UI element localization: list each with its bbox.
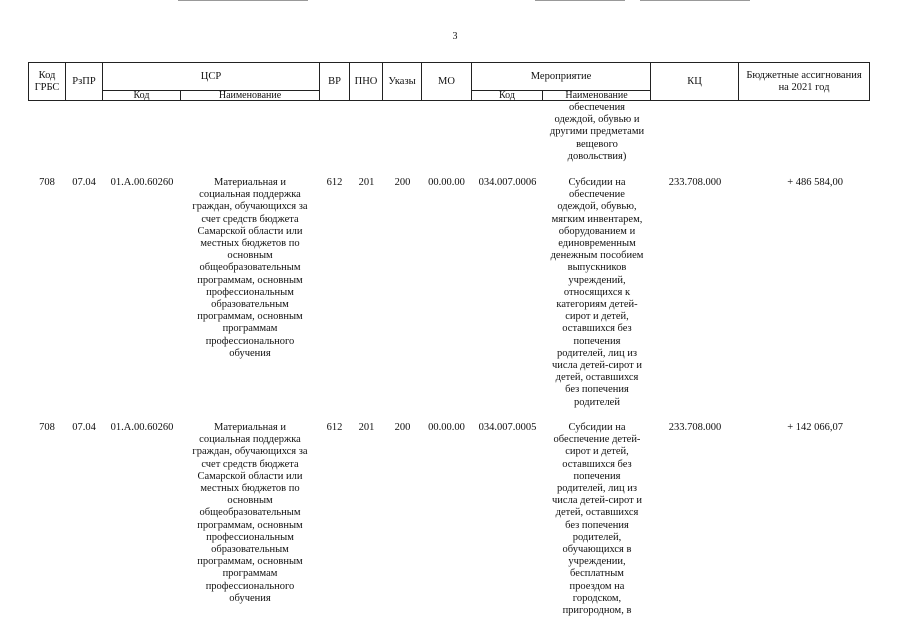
text-line: Материальная и bbox=[214, 422, 286, 433]
text-line: счет средств бюджета bbox=[201, 213, 299, 225]
text-line: пригородном, в bbox=[562, 605, 632, 616]
cell-rzpr: 07.04 bbox=[72, 177, 96, 188]
text-line: числа детей-сирот и bbox=[552, 495, 642, 507]
header-kc: КЦ bbox=[650, 62, 739, 101]
text-line: Самарской области или bbox=[197, 470, 303, 482]
text-line: программам bbox=[222, 323, 278, 335]
text-line: другими предметами bbox=[549, 126, 645, 138]
text-line: социальная поддержка bbox=[199, 434, 301, 446]
cell-vr: 612 bbox=[326, 422, 343, 433]
text-line: одеждой, обувью и bbox=[554, 114, 640, 126]
text-line: учреждении, bbox=[568, 556, 626, 568]
text-line: детей, оставшихся bbox=[555, 372, 639, 384]
text-line: Материальная и bbox=[214, 177, 286, 188]
cell-vr: 612 bbox=[326, 177, 343, 188]
text-line: относящихся к bbox=[563, 286, 631, 298]
header-csr-code: Код bbox=[102, 90, 181, 101]
text-line: программам bbox=[222, 568, 278, 580]
page-number: 3 bbox=[452, 31, 458, 42]
text-line: единовременным bbox=[558, 238, 636, 249]
header-csr: ЦСР bbox=[102, 62, 320, 91]
text-line: выпускников bbox=[567, 262, 627, 274]
text-line: обеспечение детей- bbox=[553, 434, 641, 446]
scan-mark bbox=[535, 0, 625, 1]
header-event-code: Код bbox=[471, 90, 543, 101]
header-event: Мероприятие bbox=[471, 62, 651, 91]
text-line: программам, основным bbox=[197, 519, 303, 531]
cell-kc: 233.708.000 bbox=[668, 177, 722, 188]
cell-grbs: 708 bbox=[39, 177, 55, 188]
text-line: учреждений, bbox=[568, 274, 626, 286]
cell-csr-name bbox=[180, 422, 320, 607]
text-line: довольствия) bbox=[567, 150, 627, 162]
text-line: общеобразовательным bbox=[199, 507, 301, 519]
cell-csr-code: 01.А.00.60260 bbox=[110, 177, 174, 188]
cell-ukazy: 200 bbox=[394, 177, 411, 188]
cell-mo: 00.00.00 bbox=[428, 422, 465, 433]
cell-event-code: 034.007.0006 bbox=[478, 177, 537, 188]
header-budget: Бюджетные ассигнования на 2021 год bbox=[738, 62, 870, 101]
text-line: оборудованием и bbox=[558, 225, 636, 237]
text-line: образовательным bbox=[211, 544, 289, 555]
text-line: без попечения bbox=[565, 384, 629, 396]
text-line: граждан, обучающихся за bbox=[192, 201, 308, 213]
text-line: родителей, лиц из bbox=[556, 347, 638, 359]
header-csr-name: Наименование bbox=[180, 90, 320, 101]
cell-pno: 201 bbox=[358, 422, 375, 433]
text-line: родителей bbox=[574, 396, 620, 408]
cell-rzpr: 07.04 bbox=[72, 422, 96, 433]
cell-csr-code: 01.А.00.60260 bbox=[110, 422, 174, 433]
text-line: обучения bbox=[229, 347, 271, 359]
text-line: детей, оставшихся bbox=[555, 507, 639, 519]
text-line: программам, основным bbox=[197, 274, 303, 286]
text-line: одеждой, обувью, bbox=[557, 201, 637, 213]
text-line: местных бюджетов по bbox=[200, 238, 300, 249]
text-line: основным bbox=[227, 250, 273, 262]
scan-mark bbox=[178, 0, 308, 1]
cell-event-name bbox=[543, 177, 651, 412]
text-line: сирот и детей, bbox=[565, 311, 629, 323]
text-line: сирот и детей, bbox=[565, 446, 629, 458]
text-line: граждан, обучающихся за bbox=[192, 446, 308, 458]
text-line: бесплатным bbox=[570, 568, 624, 580]
continuation-event-name bbox=[543, 102, 651, 164]
text-line: основным bbox=[227, 495, 273, 507]
text-line: социальная поддержка bbox=[199, 189, 301, 201]
text-line: Самарской области или bbox=[197, 225, 303, 237]
text-line: мягким инвентарем, bbox=[551, 213, 643, 225]
cell-mo: 00.00.00 bbox=[428, 177, 465, 188]
text-line: попечения bbox=[573, 470, 621, 482]
cell-event-code: 034.007.0005 bbox=[478, 422, 537, 433]
cell-pno: 201 bbox=[358, 177, 375, 188]
cell-amount: + 486 584,00 bbox=[787, 177, 843, 188]
header-rzpr: РзПР bbox=[65, 62, 103, 101]
text-line: программам, основным bbox=[197, 311, 303, 323]
header-mo: МО bbox=[421, 62, 472, 101]
header-event-name: Наименование bbox=[542, 90, 651, 101]
text-line: Субсидии на bbox=[568, 422, 626, 433]
scan-mark bbox=[640, 0, 750, 1]
header-grbs: Код ГРБС bbox=[28, 62, 66, 101]
text-line: проездом на bbox=[569, 580, 625, 592]
text-line: профессиональным bbox=[206, 531, 294, 543]
text-line: обучения bbox=[229, 592, 271, 604]
cell-grbs: 708 bbox=[39, 422, 55, 433]
text-line: обучающихся в bbox=[562, 544, 632, 555]
header-pno: ПНО bbox=[349, 62, 383, 101]
text-line: городском, bbox=[572, 592, 622, 604]
text-line: без попечения bbox=[565, 519, 629, 531]
text-line: попечения bbox=[573, 335, 621, 347]
header-vr: ВР bbox=[319, 62, 350, 101]
text-line: вещевого bbox=[576, 138, 618, 150]
text-line: общеобразовательным bbox=[199, 262, 301, 274]
text-line: числа детей-сирот и bbox=[552, 360, 642, 371]
text-line: категориям детей- bbox=[556, 299, 638, 310]
header-ukazy: Указы bbox=[382, 62, 422, 101]
text-line: оставшихся без bbox=[562, 323, 632, 335]
text-line: денежным пособием bbox=[550, 250, 644, 262]
text-line: обеспечение bbox=[569, 189, 625, 201]
text-line: родителей, лиц из bbox=[556, 483, 638, 494]
text-line: родителей, bbox=[572, 531, 622, 543]
text-line: образовательным bbox=[211, 299, 289, 310]
text-line: оставшихся без bbox=[562, 458, 632, 470]
cell-amount: + 142 066,07 bbox=[787, 422, 843, 433]
text-line: профессионального bbox=[205, 335, 295, 347]
text-line: Субсидии на bbox=[568, 177, 626, 188]
text-line: счет средств бюджета bbox=[201, 458, 299, 470]
text-line: обеспечения bbox=[568, 102, 626, 113]
text-line: профессиональным bbox=[206, 286, 294, 298]
text-line: местных бюджетов по bbox=[200, 483, 300, 494]
cell-ukazy: 200 bbox=[394, 422, 411, 433]
text-line: программам, основным bbox=[197, 556, 303, 568]
text-line: профессионального bbox=[205, 580, 295, 592]
cell-event-name bbox=[543, 422, 651, 622]
cell-kc: 233.708.000 bbox=[668, 422, 722, 433]
cell-csr-name bbox=[180, 177, 320, 362]
